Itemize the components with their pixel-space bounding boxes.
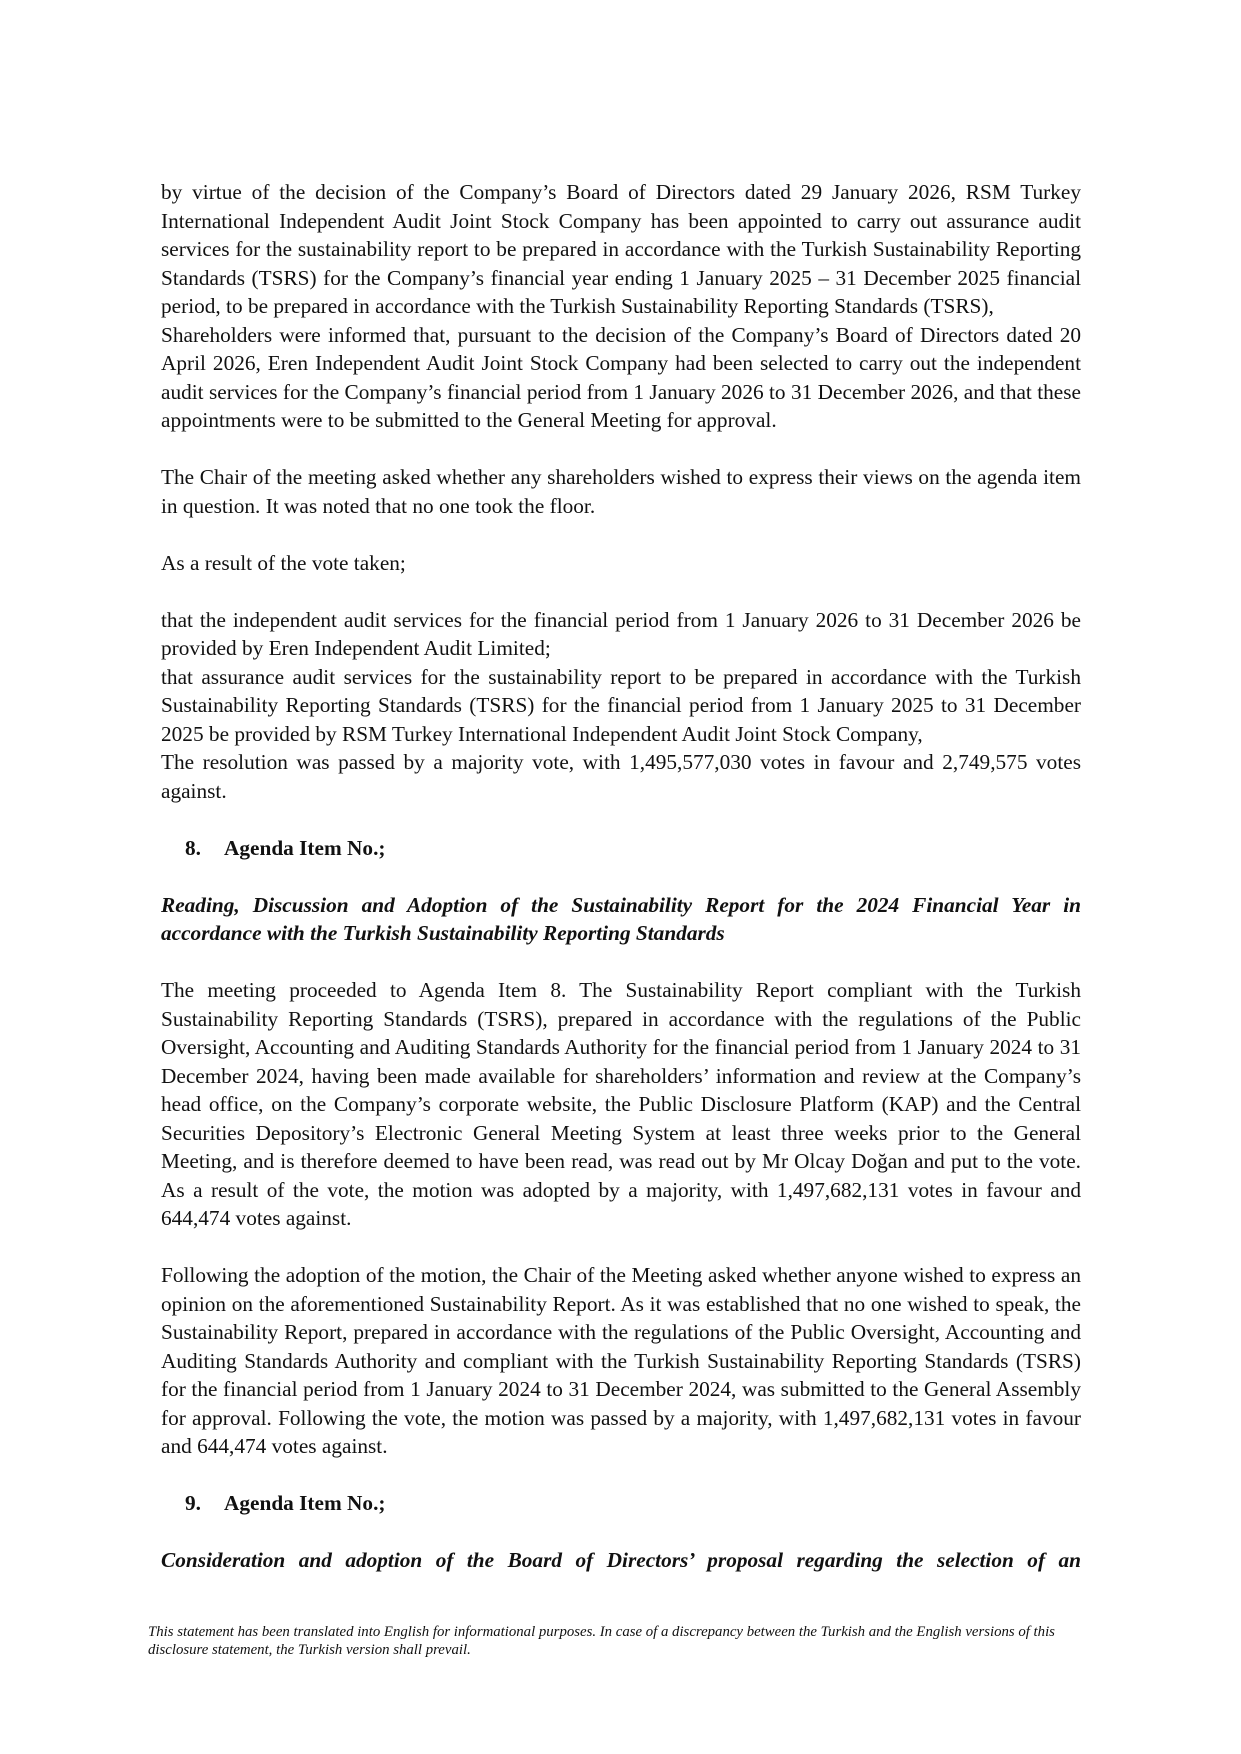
spacer <box>161 862 1081 891</box>
agenda-item-9-heading <box>161 1489 1081 1518</box>
spacer <box>161 1461 1081 1490</box>
translation-disclaimer-footer: This statement has been translated into English for informational purposes. In case of a discrepancy between the Turkish and the English versions of this disclosure statement, the Turkish version shall prevail. <box>148 1624 1055 1658</box>
paragraph-item-8-proceedings: The meeting proceeded to Agenda Item 8. The Sustainability Report compliant with the Turkish Sustainability Reporting Standards (TSRS), prepared in accordance with the regulations of the Public Oversight, Accounting and Auditing Standards Authority for the financial period from 1 January 2024 to 31 December 2024, having been made available for shareholders’ information and review at the Company’s head office, on the Company’s corporate website, the Public Disclosure Platform (KAP) and the Central Securities Depository’s Electronic General Meeting System at least three weeks prior to the General Meeting, and is therefore deemed to have been read, was read out by Mr Olcay Doğan and put to the vote. As a result of the vote, the motion was adopted by a majority, with 1,497,682,131 votes in favour and 644,474 votes against. <box>161 978 1081 1230</box>
paragraph-independent-audit-resolution: that the independent audit services for the financial period from 1 January 2026 to 31 December 2026 be provided by Eren Independent Audit Limited; <box>161 607 1081 660</box>
paragraph-shareholders-informed: Shareholders were informed that, pursuant to the decision of the Company’s Board of Directors dated 20 April 2026, Eren Independent Audit Joint Stock Company had been selected to carry out the independent audit services for the Company’s financial period from 1 January 2026 to 31 December 2026, and that these appointments were to be submitted to the General Meeting for approval. <box>161 322 1081 432</box>
agenda-item-number: 9. <box>185 1491 201 1515</box>
paragraph-assurance-audit-resolution: that assurance audit services for the sustainability report to be prepared in accordance with the Turkish Sustainability Reporting Standards (TSRS) for the financial period from 1 January 2025 to 31 December 2025 be provided by RSM Turkey International Independent Audit Joint Stock Company, <box>161 664 1081 746</box>
spacer <box>161 948 1081 977</box>
spacer <box>161 1518 1081 1547</box>
paragraph-tsrs-assurance-appointment: by virtue of the decision of the Company’s Board of Directors dated 29 January 2026, RSM Turkey International Independent Audit Joint Stock Company has been appointed to carry out assurance audit services for the sustainability report to be prepared in accordance with the Turkish Sustainability Reporting Standards (TSRS) for the Company’s financial year ending 1 January 2025 – 31 December 2025 financial period, to be prepared in accordance with the Turkish Sustainability Reporting Standards (TSRS), <box>161 180 1081 318</box>
paragraph-item-8-approval: Following the adoption of the motion, the Chair of the Meeting asked whether anyone wished to express an opinion on the aforementioned Sustainability Report. As it was established that no one wished to speak, the Sustainability Report, prepared in accordance with the regulations of the Public Oversight, Accounting and Auditing Standards Authority and compliant with the Turkish Sustainability Reporting Standards (TSRS) for the financial period from 1 January 2024 to 31 December 2024, was submitted to the General Assembly for approval. Following the vote, the motion was passed by a majority, with 1,497,682,131 votes in favour and 644,474 votes against. <box>161 1263 1081 1458</box>
paragraph-chair-asked: The Chair of the meeting asked whether any shareholders wished to express their views on the agenda item in question. It was noted that no one took the floor. <box>161 465 1081 518</box>
paragraph-resolution-passed: The resolution was passed by a majority vote, with 1,495,577,030 votes in favour and 2,749,575 votes against. <box>161 750 1081 803</box>
agenda-item-9-subject: Consideration and adoption of the Board of Directors’ proposal regarding the selection of an <box>161 1548 1081 1572</box>
spacer <box>161 435 1081 464</box>
spacer <box>161 805 1081 834</box>
spacer <box>161 577 1081 606</box>
paragraph-vote-result-intro: As a result of the vote taken; <box>161 550 406 575</box>
document-body <box>161 178 1081 1575</box>
agenda-item-number: 8. <box>185 835 201 860</box>
agenda-item-label: Agenda Item No.; <box>224 1491 386 1515</box>
spacer <box>161 1233 1081 1262</box>
agenda-item-label: Agenda Item No.; <box>224 835 386 860</box>
agenda-item-8-heading <box>161 834 1081 863</box>
spacer <box>161 520 1081 549</box>
agenda-item-8-subject: Reading, Discussion and Adoption of the Sustainability Report for the 2024 Financial Year in accordance with the Turkish Sustainability Reporting Standards <box>161 892 1081 945</box>
